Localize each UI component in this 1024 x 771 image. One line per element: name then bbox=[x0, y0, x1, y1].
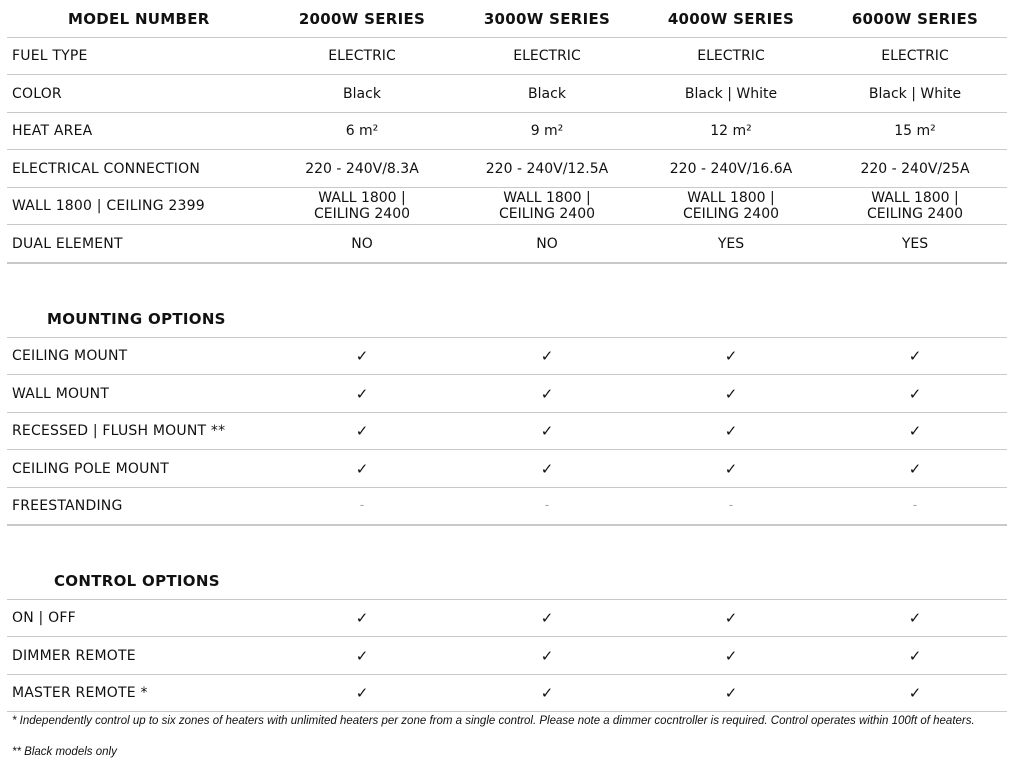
spec-value-line: WALL 1800 | bbox=[318, 189, 406, 206]
control-row bbox=[7, 599, 1007, 637]
option-label: MASTER REMOTE * bbox=[12, 684, 148, 701]
check-icon: ✓ bbox=[355, 346, 369, 365]
spec-row bbox=[7, 225, 1007, 264]
spec-value-line: WALL 1800 | bbox=[687, 189, 775, 206]
column-header: 2000W SERIES bbox=[298, 9, 426, 28]
option-label: FREESTANDING bbox=[12, 497, 123, 514]
spec-value: 9 m² bbox=[530, 122, 564, 139]
check-icon: ✓ bbox=[724, 384, 738, 403]
spec-row bbox=[7, 187, 1007, 225]
control-options-header bbox=[7, 562, 1007, 600]
check-icon: ✓ bbox=[724, 346, 738, 365]
spec-value: 220 - 240V/25A bbox=[860, 160, 970, 177]
spec-value bbox=[277, 190, 447, 222]
check-icon: ✓ bbox=[908, 384, 922, 403]
check-icon: ✓ bbox=[908, 683, 922, 702]
check-icon: ✓ bbox=[724, 646, 738, 665]
mounting-row bbox=[7, 337, 1007, 375]
spec-label: COLOR bbox=[12, 85, 62, 102]
check-icon: ✓ bbox=[355, 608, 369, 627]
dash-icon: - bbox=[912, 497, 918, 513]
column-header: 3000W SERIES bbox=[483, 9, 611, 28]
dash-icon: - bbox=[728, 497, 734, 513]
spec-label: WALL 1800 | CEILING 2399 bbox=[12, 197, 205, 214]
spec-value: Black bbox=[528, 85, 566, 102]
spec-label: HEAT AREA bbox=[12, 122, 93, 139]
spec-value: NO bbox=[351, 235, 373, 252]
spec-value: NO bbox=[536, 235, 558, 252]
check-icon: ✓ bbox=[540, 608, 554, 627]
spec-row bbox=[7, 37, 1007, 75]
spec-value bbox=[462, 190, 632, 222]
mounting-row bbox=[7, 487, 1007, 526]
footnote-master-remote: * Independently control up to six zones of heaters with unlimited heaters per zone from a single control. Please note a dimmer cocntroller is required. Control operates within 100ft of heaters. bbox=[12, 715, 975, 727]
check-icon: ✓ bbox=[724, 683, 738, 702]
check-icon: ✓ bbox=[724, 608, 738, 627]
spec-value: YES bbox=[901, 235, 929, 252]
option-label: CEILING POLE MOUNT bbox=[12, 460, 169, 477]
section-title: CONTROL OPTIONS bbox=[54, 571, 220, 590]
mounting-row bbox=[7, 412, 1007, 450]
check-icon: ✓ bbox=[355, 459, 369, 478]
spec-value-line: CEILING 2400 bbox=[682, 205, 780, 222]
check-icon: ✓ bbox=[540, 459, 554, 478]
spec-value-line: WALL 1800 | bbox=[871, 189, 959, 206]
spec-value: 12 m² bbox=[710, 122, 752, 139]
spec-value: Black | White bbox=[868, 85, 962, 102]
dash-icon: - bbox=[544, 497, 550, 513]
spec-value: 6 m² bbox=[345, 122, 379, 139]
mounting-row bbox=[7, 375, 1007, 413]
check-icon: ✓ bbox=[908, 421, 922, 440]
spec-row bbox=[7, 150, 1007, 188]
spec-value-line: CEILING 2400 bbox=[313, 205, 411, 222]
check-icon: ✓ bbox=[908, 459, 922, 478]
spec-value-line: CEILING 2400 bbox=[498, 205, 596, 222]
section-title: MOUNTING OPTIONS bbox=[47, 309, 226, 328]
spec-value: ELECTRIC bbox=[513, 47, 581, 64]
spec-value: YES bbox=[717, 235, 745, 252]
check-icon: ✓ bbox=[724, 459, 738, 478]
spec-value: ELECTRIC bbox=[697, 47, 765, 64]
spec-value: Black bbox=[343, 85, 381, 102]
check-icon: ✓ bbox=[540, 346, 554, 365]
check-icon: ✓ bbox=[355, 683, 369, 702]
spec-value: 220 - 240V/8.3A bbox=[305, 160, 419, 177]
check-icon: ✓ bbox=[724, 421, 738, 440]
check-icon: ✓ bbox=[540, 646, 554, 665]
check-icon: ✓ bbox=[355, 384, 369, 403]
column-header: 4000W SERIES bbox=[667, 9, 795, 28]
option-label: WALL MOUNT bbox=[12, 385, 110, 402]
spec-value: ELECTRIC bbox=[881, 47, 949, 64]
spec-value bbox=[830, 190, 1000, 222]
check-icon: ✓ bbox=[540, 384, 554, 403]
spec-value bbox=[646, 190, 816, 222]
mounting-row bbox=[7, 450, 1007, 488]
footnote-black-models: ** Black models only bbox=[12, 746, 117, 758]
spec-label: ELECTRICAL CONNECTION bbox=[12, 160, 201, 177]
mounting-options-header bbox=[7, 300, 1007, 338]
option-label: ON | OFF bbox=[12, 609, 76, 626]
spec-value: 220 - 240V/12.5A bbox=[485, 160, 609, 177]
check-icon: ✓ bbox=[908, 346, 922, 365]
header-row bbox=[7, 0, 1007, 38]
spec-label: DUAL ELEMENT bbox=[12, 235, 123, 252]
check-icon: ✓ bbox=[355, 421, 369, 440]
spec-value: Black | White bbox=[684, 85, 778, 102]
spec-value: ELECTRIC bbox=[328, 47, 396, 64]
check-icon: ✓ bbox=[908, 608, 922, 627]
check-icon: ✓ bbox=[540, 683, 554, 702]
spec-value: 220 - 240V/16.6A bbox=[669, 160, 793, 177]
spec-row bbox=[7, 112, 1007, 150]
spec-row bbox=[7, 75, 1007, 113]
check-icon: ✓ bbox=[908, 646, 922, 665]
option-label: RECESSED | FLUSH MOUNT ** bbox=[12, 422, 226, 439]
spec-label: FUEL TYPE bbox=[12, 47, 88, 64]
column-header: 6000W SERIES bbox=[851, 9, 979, 28]
spec-value: 15 m² bbox=[894, 122, 936, 139]
check-icon: ✓ bbox=[355, 646, 369, 665]
option-label: CEILING MOUNT bbox=[12, 347, 128, 364]
option-label: DIMMER REMOTE bbox=[12, 647, 136, 664]
spec-value-line: CEILING 2400 bbox=[866, 205, 964, 222]
control-row bbox=[7, 637, 1007, 675]
spec-value-line: WALL 1800 | bbox=[503, 189, 591, 206]
model-number-header: MODEL NUMBER bbox=[68, 9, 210, 28]
control-row bbox=[7, 674, 1007, 712]
check-icon: ✓ bbox=[540, 421, 554, 440]
dash-icon: - bbox=[359, 497, 365, 513]
